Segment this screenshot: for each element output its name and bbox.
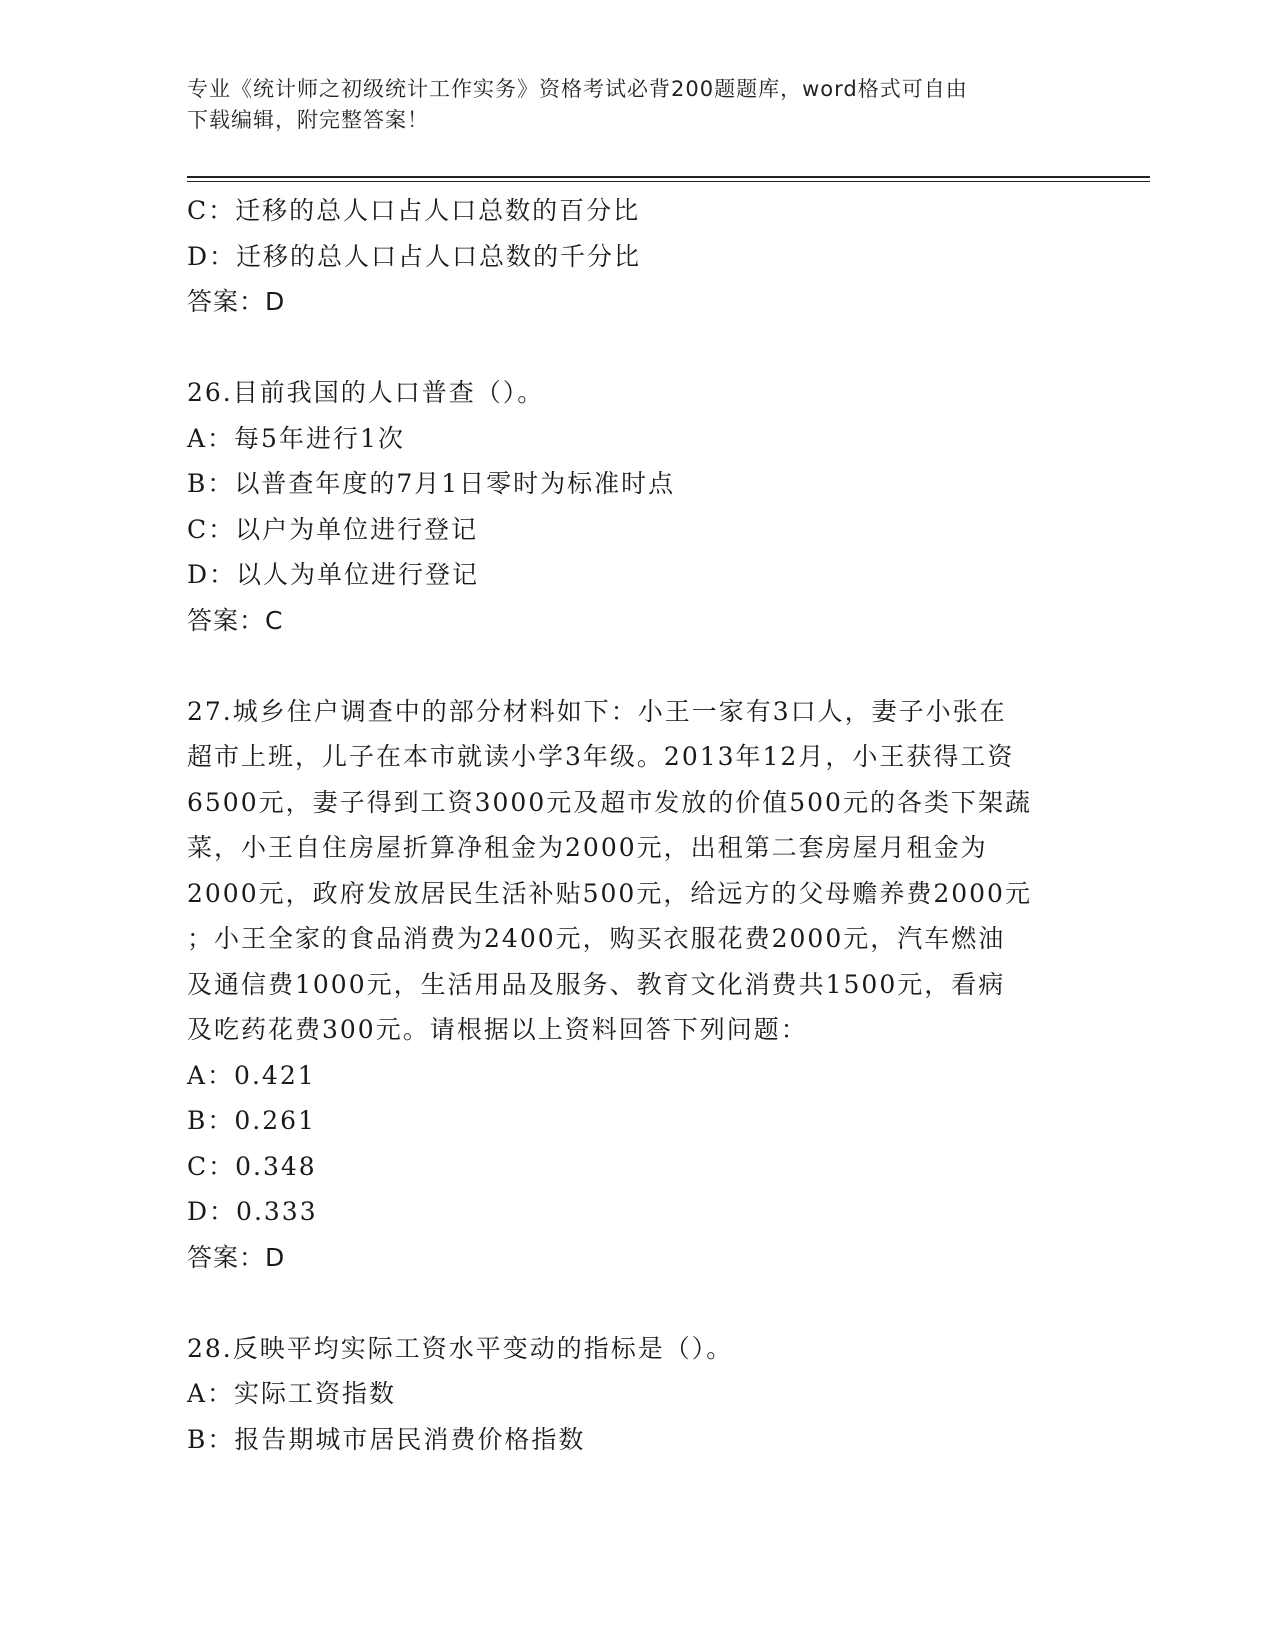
- q27-option-d: D：0.333: [187, 1197, 318, 1226]
- header-title-line-2: 下载编辑，附完整答案！: [187, 108, 429, 132]
- spacer: [187, 1280, 1087, 1326]
- q28-option-a: A：实际工资指数: [187, 1379, 397, 1408]
- q26-option-c: C：以户为单位进行登记: [187, 514, 479, 544]
- spacer: [187, 325, 1087, 371]
- q27-text-line: 6500元，妻子得到工资3000元及超市发放的价值500元的各类下架蔬: [187, 787, 1032, 817]
- q27-text-line: 菜，小王自住房屋折算净租金为2000元，出租第二套房屋月租金为: [187, 833, 988, 862]
- question-28: [187, 1326, 1087, 1463]
- q27-option-c: C：0.348: [187, 1151, 317, 1181]
- header-rule-thick: [187, 176, 1150, 178]
- q27-text-line: 及通信费1000元，生活用品及服务、教育文化消费共1500元，看病: [187, 969, 1006, 999]
- q26-question: 26.目前我国的人口普查（）。: [187, 378, 545, 407]
- q27-text-line: 27.城乡住户调查中的部分材料如下：小王一家有3口人，妻子小张在: [187, 696, 1007, 726]
- q27-text-line: 及吃药花费300元。请根据以上资料回答下列问题：: [187, 1015, 808, 1044]
- q27-text-line: 2000元，政府发放居民生活补贴500元，给远方的父母赡养费2000元: [187, 878, 1032, 908]
- q26-answer: 答案：C: [187, 605, 284, 635]
- q26-option-b: B：以普查年度的7月1日零时为标准时点: [187, 469, 676, 498]
- q26-option-d: D：以人为单位进行登记: [187, 560, 480, 589]
- q27-option-a: A：0.421: [187, 1060, 316, 1090]
- document-header: [187, 74, 1067, 136]
- q27-answer: 答案：D: [187, 1242, 286, 1272]
- question-26: [187, 370, 1087, 643]
- q27-text-line: 超市上班，儿子在本市就读小学3年级。2013年12月，小王获得工资: [187, 742, 1015, 771]
- q27-text-line: ；小王全家的食品消费为2400元，购买衣服花费2000元，汽车燃油: [187, 924, 1006, 953]
- q28-option-b: B：报告期城市居民消费价格指数: [187, 1424, 586, 1454]
- q25-answer: 答案：D: [187, 287, 286, 316]
- q27-option-b: B：0.261: [187, 1106, 316, 1135]
- document-body: [187, 188, 1087, 1462]
- question-25-tail: [187, 188, 1087, 325]
- header-rule-thin: [187, 181, 1150, 182]
- q25-option-c: C：迁移的总人口占人口总数的百分比: [187, 196, 641, 225]
- q28-question: 28.反映平均实际工资水平变动的指标是（）。: [187, 1333, 734, 1363]
- header-title-line-1: 专业《统计师之初级统计工作实务》资格考试必背200题题库，word格式可自由: [187, 77, 968, 101]
- q26-option-a: A：每5年进行1次: [187, 423, 405, 453]
- q25-option-d: D：迁移的总人口占人口总数的千分比: [187, 241, 642, 271]
- spacer: [187, 643, 1087, 689]
- question-27: [187, 689, 1087, 1281]
